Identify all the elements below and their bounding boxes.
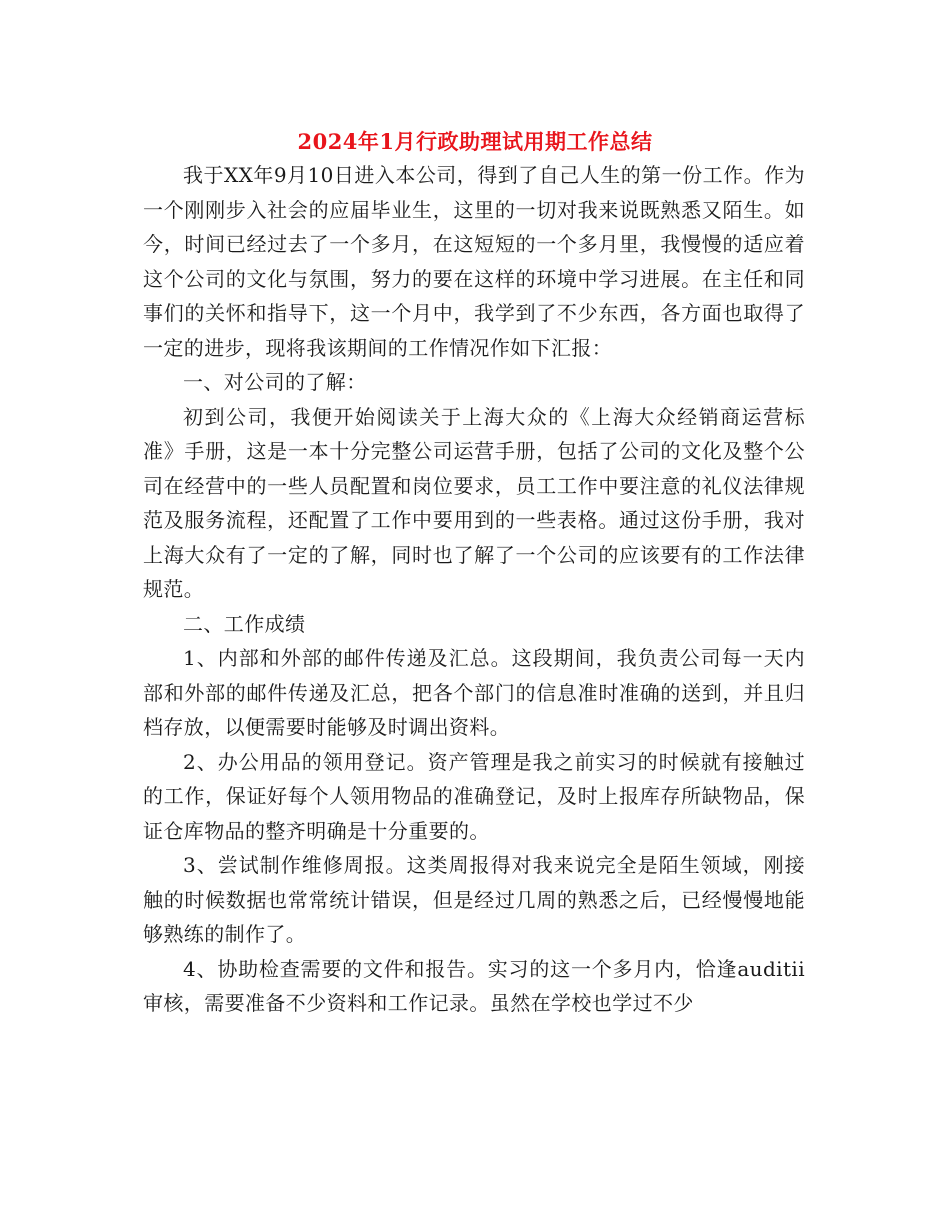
paragraph-item-1: 1、内部和外部的邮件传递及汇总。这段期间，我负责公司每一天内部和外部的邮件传递及汇总，把各个部门的信息准时准确的送到，并且归档存放，以便需要时能够及时调出资料。 (143, 646, 805, 739)
section-heading-company: 一、对公司的了解： (183, 370, 367, 394)
paragraph-item-2: 2、办公用品的领用登记。资产管理是我之前实习的时候就有接触过的工作，保证好每个人领用物品的准确登记，及时上报库存所缺物品，保证仓库物品的整齐明确是十分重要的。 (143, 749, 805, 843)
paragraph-item-4: 4、协助检查需要的文件和报告。实习的这一个多月内，恰逢auditii审核，需要准备不少资料和工作记录。虽然在学校也学过不少 (143, 956, 805, 1015)
paragraph-item-3: 3、尝试制作维修周报。这类周报得对我来说完全是陌生领域，刚接触的时候数据也常常统计错误，但是经过几周的熟悉之后，已经慢慢地能够熟练的制作了。 (143, 853, 805, 946)
paragraph-intro: 我于XX年9月10日进入本公司，得到了自己人生的第一份工作。作为一个刚刚步入社会的应届毕业生，这里的一切对我来说既熟悉又陌生。如今，时间已经过去了一个多月，在这短短的一个多月里，我慢慢的适应着这个公司的文化与氛围，努力的要在这样的环境中学习进展。在主任和同事们的关怀和指导下，这一个月中，我学到了不少东西，各方面也取得了一定的进步，现将我该期间的工作情况作如下汇报： (143, 163, 805, 360)
document-title: 2024年1月行政助理试用期工作总结 (297, 129, 653, 155)
section-heading-results: 二、工作成绩 (183, 611, 306, 636)
document-body (143, 158, 805, 1021)
paragraph-company: 初到公司，我便开始阅读关于上海大众的《上海大众经销商运营标准》手册，这是一本十分完整公司运营手册，包括了公司的文化及整个公司在经营中的一些人员配置和岗位要求，员工工作中要注意的礼仪法律规范及服务流程，还配置了工作中要用到的一些表格。通过这份手册，我对上海大众有了一定的了解，同时也了解了一个公司的应该要有的工作法律规范。 (143, 404, 805, 601)
